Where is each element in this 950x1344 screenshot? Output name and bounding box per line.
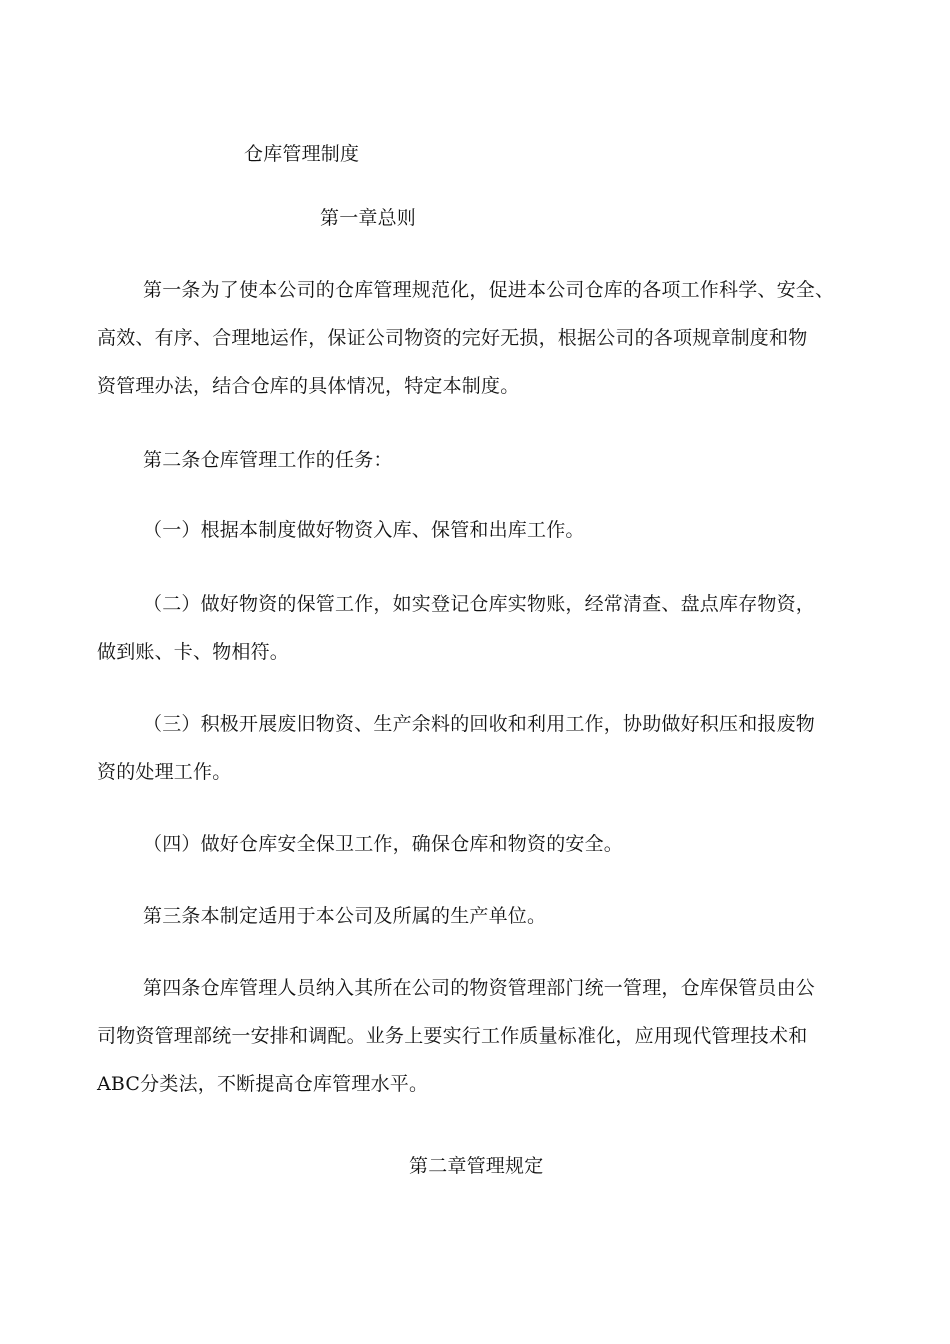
- task-2-line-2: 做到账、卡、物相符。: [97, 641, 290, 663]
- article-1-line-3: 资管理办法，结合仓库的具体情况，特定本制度。: [97, 375, 520, 397]
- article-4-line-1: 第四条仓库管理人员纳入其所在公司的物资管理部门统一管理，仓库保管员由公: [143, 977, 816, 999]
- task-3-line-1: （三）积极开展废旧物资、生产余料的回收和利用工作，协助做好积压和报废物: [143, 713, 816, 735]
- article-1-line-2: 高效、有序、合理地运作，保证公司物资的完好无损，根据公司的各项规章制度和物: [97, 327, 808, 349]
- chapter-1-heading: 第一章总则: [320, 207, 417, 229]
- article-4-line-3: ABC分类法，不断提高仓库管理水平。: [97, 1073, 429, 1095]
- article-2-intro: 第二条仓库管理工作的任务：: [143, 449, 393, 471]
- task-3-line-2: 资的处理工作。: [97, 761, 232, 783]
- task-2-line-1: （二）做好物资的保管工作，如实登记仓库实物账，经常清查、盘点库存物资，: [143, 593, 816, 615]
- article-4-line-2: 司物资管理部统一安排和调配。业务上要实行工作质量标准化，应用现代管理技术和: [97, 1025, 808, 1047]
- task-1: （一）根据本制度做好物资入库、保管和出库工作。: [143, 519, 585, 541]
- article-3: 第三条本制定适用于本公司及所属的生产单位。: [143, 905, 547, 927]
- task-4: （四）做好仓库安全保卫工作，确保仓库和物资的安全。: [143, 833, 624, 855]
- document-title: 仓库管理制度: [244, 143, 360, 165]
- article-1-line-1: 第一条为了使本公司的仓库管理规范化，促进本公司仓库的各项工作科学、安全、: [143, 279, 835, 301]
- chapter-2-heading: 第二章管理规定: [409, 1155, 544, 1177]
